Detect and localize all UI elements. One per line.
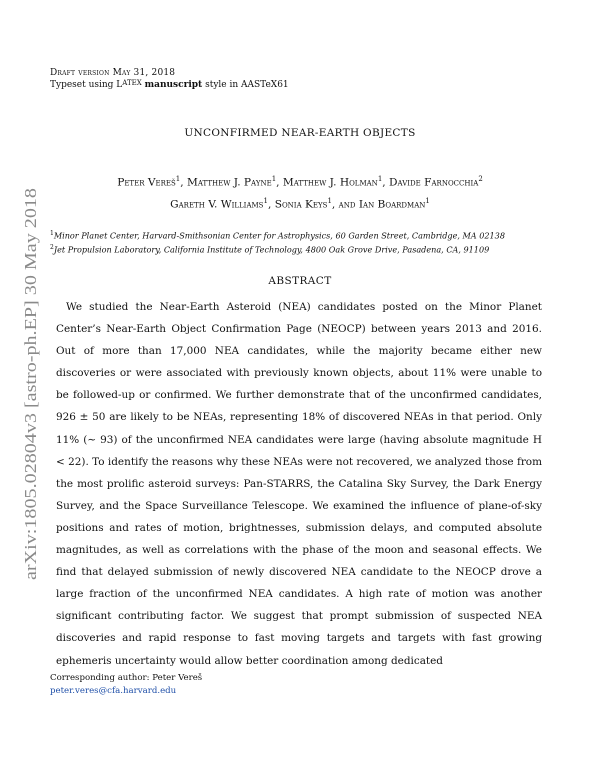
author-name: Ian Boardman bbox=[358, 198, 426, 211]
author-name: Matthew J. Holman bbox=[282, 176, 378, 189]
latex-logo: ATEX bbox=[122, 79, 142, 87]
author-name: Sonia Keys bbox=[274, 198, 328, 211]
author-line-2: Gareth V. Williams$^1$, Sonia Keys$^1$, and Ian Boardman$^1$ bbox=[170, 196, 430, 211]
author-list bbox=[60, 170, 540, 213]
affiliations bbox=[50, 228, 550, 256]
corresponding-author-footnote bbox=[50, 672, 202, 698]
abstract-body: We studied the Near-Earth Asteroid (NEA) candidates posted on the Minor Planet Center’s Near-Earth Object Confirmation Page (NEOCP) between years 2013 and 2016. Out of more than 17,000 NEA candidates, while the majority became either new discoveries or were associated with previously known objects, about 11% were unable to be followed-up or confirmed. We further demonstrate that of the unconfirmed candidates, 926 ± 50 are likely to be NEAs, representing 18% of discovered NEAs in that period. Only 11% (∼ 93) of the unconfirmed NEA candidates were large (having absolute magnitude H < 22). To identify the reasons why these NEAs were not recovered, we analyzed those from the most prolific asteroid surveys: Pan-STARRS, the Catalina Sky Survey, the Dark Energy Survey, and the Space Surveillance Telescope. We examined the influence of plane-of-sky positions and rates of motion, brightnesses, submission delays, and computed absolute magnitudes, as well as correlations with the phase of the moon and seasonal effects. We find that delayed submission of newly discovered NEA candidate to the NEOCP drove a large fraction of the unconfirmed NEA candidates. A high rate of motion was another significant contributing factor. We suggest that prompt submission of suspected NEA discoveries and rapid response to fast moving targets and targets with fast growing ephemeris uncertainty would allow better coordination among dedicated bbox=[56, 301, 542, 667]
paper-title: UNCONFIRMED NEAR-EARTH OBJECTS bbox=[184, 127, 416, 139]
email-link[interactable]: peter.veres@cfa.harvard.edu bbox=[50, 686, 177, 696]
affiliation-item: $^2$Jet Propulsion Laboratory, California Institute of Technology, 4800 Oak Grove Drive, Pasadena, CA, 91109 bbox=[50, 244, 490, 255]
abstract-heading: ABSTRACT bbox=[268, 275, 332, 287]
corresponding-author-label: Corresponding author: Peter Vereš bbox=[50, 673, 203, 683]
arxiv-stamp-text: arXiv:1805.02804v3 [astro-ph.EP] 30 May 2018 bbox=[21, 244, 40, 580]
author-name: Matthew J. Payne bbox=[187, 176, 272, 189]
author-name: Peter Vereš bbox=[117, 176, 176, 189]
typeset-line: Typeset using $L^{ATEX}$ manuscript style in AASTeX61 bbox=[50, 79, 289, 90]
author-line-1: Peter Vereš$^1$, Matthew J. Payne$^1$, Matthew J. Holman$^1$, Davide Farnocchia$^2$ bbox=[117, 175, 483, 189]
draft-version-line: Draft version May 31, 2018 bbox=[50, 68, 176, 78]
author-name: Davide Farnocchia bbox=[389, 176, 479, 189]
affiliation-item: $^1$Minor Planet Center, Harvard-Smithsonian Center for Astrophysics, 60 Garden Street, Cambridge, MA 02138 bbox=[50, 230, 505, 241]
author-name: Gareth V. Williams bbox=[170, 198, 264, 211]
arxiv-stamp bbox=[4, 188, 48, 580]
